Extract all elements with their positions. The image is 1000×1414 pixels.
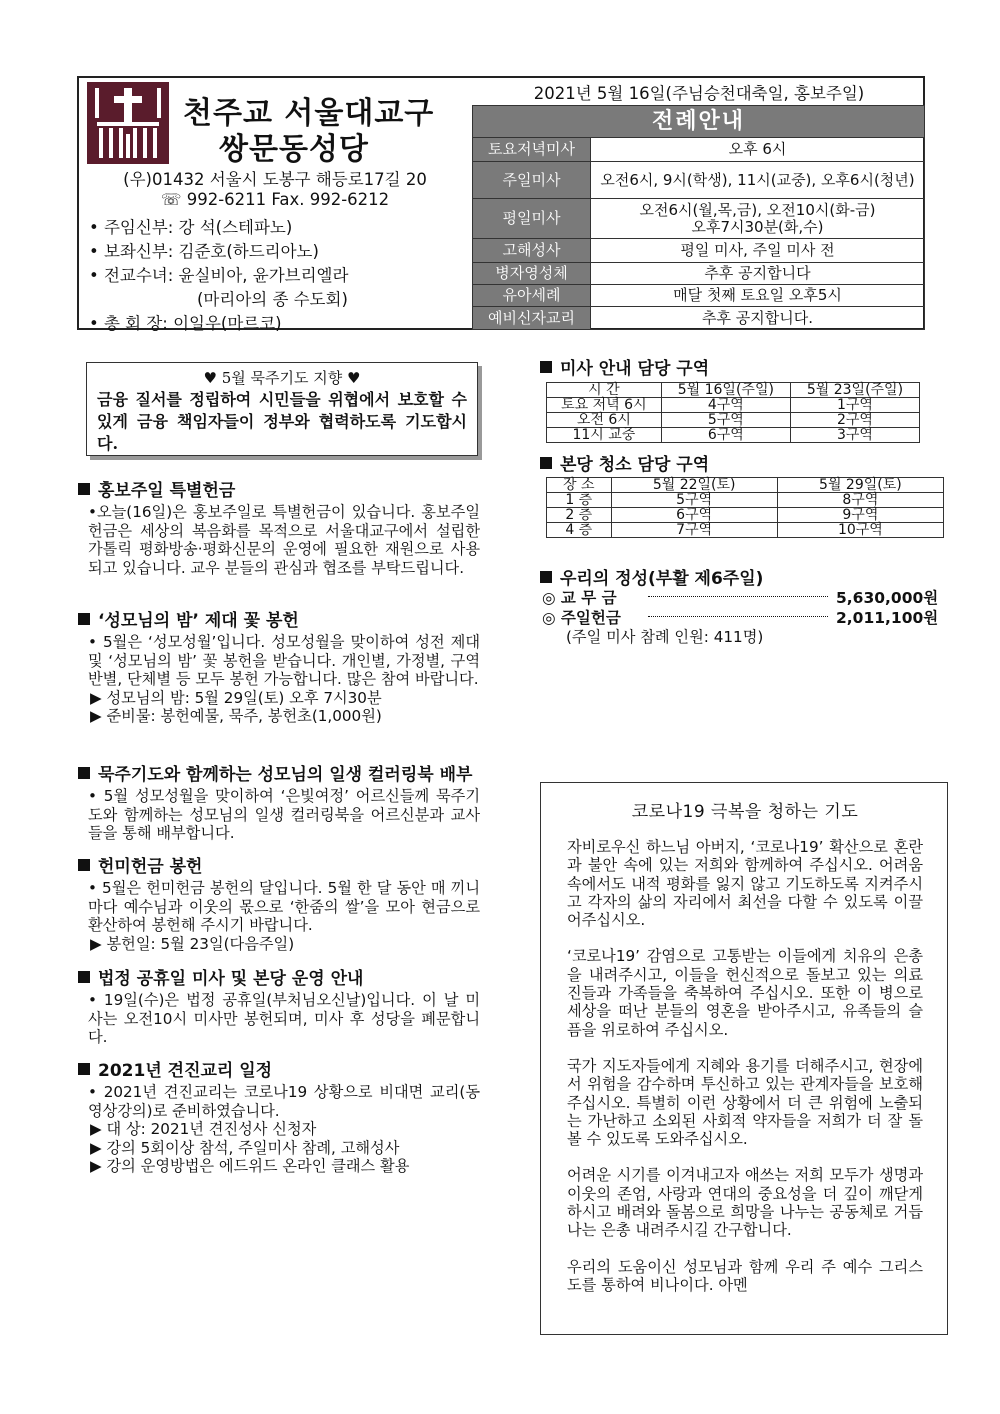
mass-zones-table	[546, 382, 920, 443]
section-title	[540, 354, 950, 379]
square-bullet-icon	[78, 483, 90, 495]
mass-zones-heading	[540, 354, 950, 379]
square-bullet-icon	[78, 971, 90, 983]
liturgy-value: 오전6시, 9시(학생), 11시(교중), 오후6시(청년)	[591, 162, 925, 199]
table-cell: 오전 6시	[547, 413, 662, 428]
staff-sisters-order: (마리아의 종 수도회)	[197, 290, 348, 309]
section-confirmation-class	[78, 1056, 480, 1176]
section-coloring-book	[78, 760, 480, 843]
prayer-paragraph: 국가 지도자들에게 지혜와 용기를 더해주시고, 현장에서 위험을 감수하며 투신하고 있는 관계자들을 보호해주십시오. 특별히 이런 상황에서 더 큰 위험에 노출되는 가난하고 소외된 사회적 약자들을 저희가 더 잘 돌볼 수 있도록 도와주십시오.	[567, 1056, 923, 1149]
weekday-mass-line1: 오전6시(월,목,금), 오전10시(화-금)	[639, 200, 876, 219]
cleaning-zones-table	[546, 477, 944, 538]
section-title-text: 2021년 견진교리 일정	[98, 1061, 273, 1081]
table-cell: 2구역	[790, 413, 919, 428]
table-header: 5월 16일(주일)	[661, 383, 790, 398]
church-logo-icon	[87, 82, 169, 164]
staff-assistant: • 보좌신부: 김준호(하드리아노)	[89, 242, 319, 261]
table-row	[547, 428, 920, 443]
table-cell: 11시 교중	[547, 428, 662, 443]
liturgy-value: 평일 미사, 주일 미사 전	[591, 239, 925, 263]
liturgy-label: 유아세례	[473, 285, 591, 307]
liturgy-table	[472, 105, 925, 330]
table-cell: 4구역	[661, 398, 790, 413]
table-cell: 8구역	[777, 493, 943, 508]
section-title-text: 우리의 정성(부활 제6주일)	[560, 569, 764, 589]
attendance-note: (주일 미사 참례 인원: 411명)	[566, 628, 764, 646]
section-body: • 5월은 ‘성모성월’입니다. 성모성월을 맞이하여 성전 제대 및 ‘성모님의 밤’ 꽃 봉헌을 받습니다. 개인별, 가정별, 구역반별, 단체별 등 모두 봉헌 가능합니다. 많은 참여 바랍니다.	[88, 633, 480, 688]
table-row	[547, 493, 944, 508]
section-title	[78, 964, 480, 989]
square-bullet-icon	[540, 361, 552, 373]
prayer-paragraph: 어려운 시기를 이겨내고자 애쓰는 저희 모두가 생명과 이웃의 존엄, 사랑과 연대의 중요성을 더 깊이 깨닫게 하시고 배려와 돌봄으로 희망을 나누는 공동체로 거듭나는 은총 내려주시길 간구합니다.	[567, 1166, 923, 1240]
intention-title: ♥ 5월 묵주기도 지향 ♥	[203, 369, 361, 387]
prayer-paragraph: 자비로우신 하느님 아버지, ‘코로나19’ 확산으로 혼란과 불안 속에 있는 저희와 함께하여 주십시오. 어려움 속에서도 내적 평화를 잃지 않고 기도하도록 지켜주시고 각자의 삶의 자리에서 최선을 다할 수 있도록 이끌어주십시오.	[567, 838, 923, 930]
square-bullet-icon	[540, 457, 552, 469]
section-bullet: ▶ 봉헌일: 5월 23일(다음주일)	[90, 934, 295, 953]
table-cell: 5구역	[661, 413, 790, 428]
table-cell: 10구역	[777, 523, 943, 538]
square-bullet-icon	[540, 571, 552, 583]
section-bullet: ▶ 강의 5회이상 참석, 주일미사 참례, 고해성사	[90, 1138, 400, 1157]
intention-body: 금융 질서를 정립하여 시민들을 위협에서 보호할 수 있게 금융 책임자들이 정부와 협력하도록 기도합시다.	[97, 390, 467, 453]
section-title	[78, 476, 480, 501]
table-cell: 7구역	[611, 523, 777, 538]
section-bullet: ▶ 성모님의 밤: 5월 29일(토) 오후 7시30분	[90, 688, 382, 707]
table-header: 5월 29일(토)	[777, 478, 943, 493]
liturgy-label: 예비신자교리	[473, 307, 591, 330]
cleaning-zones-heading	[540, 450, 950, 475]
liturgy-label: 병자영성체	[473, 263, 591, 285]
liturgy-value: 오후 6시	[591, 138, 925, 162]
rosary-intention-box	[86, 362, 478, 456]
offering-value: 2,011,100원	[836, 609, 939, 627]
section-flower-offering	[78, 606, 480, 726]
table-cell: 4 층	[547, 523, 612, 538]
table-row	[547, 398, 920, 413]
table-header: 5월 22일(토)	[611, 478, 777, 493]
liturgy-value: 매달 첫째 토요일 오후5시	[591, 285, 925, 307]
section-title-text: 묵주기도와 함께하는 성모님의 일생 컬러링북 배부	[98, 765, 473, 785]
section-title-text: 홍보주일 특별헌금	[98, 481, 236, 501]
section-body: • 5월 성모성월을 맞이하여 ‘은빛여정’ 어르신들께 묵주기도와 함께하는 성모님의 일생 컬러링북을 어르신분과 교사들을 통해 배부합니다.	[88, 787, 480, 842]
parish-name-line2: 쌍문동성당	[219, 132, 369, 167]
section-bullet: ▶ 준비물: 봉헌예물, 묵주, 봉헌초(1,000원)	[90, 707, 382, 725]
table-header: 시 간	[547, 383, 662, 398]
liturgy-label: 고해성사	[473, 239, 591, 263]
staff-sisters: • 전교수녀: 윤실비아, 윤가브리엘라	[89, 266, 349, 285]
section-title-text: 법정 공휴일 미사 및 본당 운영 안내	[98, 969, 364, 989]
section-title	[78, 606, 480, 631]
offering-leader-dots	[648, 606, 828, 617]
prayer-paragraph: ‘코로나19’ 감염으로 고통받는 이들에게 치유의 은총을 내려주시고, 이들을 헌신적으로 돌보고 있는 의료진들과 가족들을 축복하여 주십시오. 또한 이 병으로 세상을 떠난 분들의 영혼을 받아주시고, 유족들의 슬픔을 위로하여 주십시오.	[567, 947, 923, 1039]
section-title-text: ‘성모님의 밤’ 제대 꽃 봉헌	[98, 611, 299, 631]
liturgy-title: 전례안내	[473, 106, 925, 138]
section-title	[540, 450, 950, 475]
section-bullet: ▶ 강의 운영방법은 에드위드 온라인 클래스 활용	[90, 1157, 410, 1175]
section-body: •오늘(16일)은 홍보주일로 특별헌금이 있습니다. 홍보주일 헌금은 세상의 복음화를 목적으로 서울대교구에서 설립한 가톨릭 평화방송·평화신문의 운영에 필요한 재원으로 사용되고 있습니다. 교우 분들의 관심과 협조를 부탁드립니다.	[88, 503, 480, 577]
table-row	[547, 523, 944, 538]
table-cell: 2 층	[547, 508, 612, 523]
offering-value: 5,630,000원	[836, 589, 939, 607]
covid-prayer-box	[540, 782, 948, 1335]
parish-address: (우)01432 서울시 도봉구 해등로17길 20	[123, 170, 427, 189]
table-cell: 1구역	[790, 398, 919, 413]
prayer-paragraph: 우리의 도움이신 성모님과 함께 우리 주 예수 그리스도를 통하여 비나이다. 아멘	[567, 1257, 923, 1294]
liturgy-value: 추후 공지합니다.	[591, 307, 925, 330]
section-publicity-offering	[78, 476, 480, 577]
section-title	[78, 1056, 480, 1081]
bulletin-date: 2021년 5월 16일(주님승천대축일, 홍보주일)	[533, 84, 865, 103]
table-cell: 1 층	[547, 493, 612, 508]
parish-name-line1: 천주교 서울대교구	[183, 96, 435, 131]
section-body: • 19일(수)은 법정 공휴일(부처님오신날)입니다. 이 날 미사는 오전10시 미사만 봉헌되며, 미사 후 성당을 폐문합니다.	[88, 991, 480, 1046]
section-body: • 5월은 헌미헌금 봉헌의 달입니다. 5월 한 달 동안 매 끼니마다 예수님과 이웃의 몫으로 ‘한줌의 쌀’을 모아 현금으로 환산하여 봉헌해 주시기 바랍니다.	[88, 879, 480, 934]
table-cell: 6구역	[661, 428, 790, 443]
section-rice-offering	[78, 852, 480, 953]
table-cell: 6구역	[611, 508, 777, 523]
table-cell: 토요 저녁 6시	[547, 398, 662, 413]
square-bullet-icon	[78, 613, 90, 625]
weekday-mass-line2: 오후7시30분(화,수)	[691, 217, 824, 236]
bulletin-header	[77, 76, 925, 333]
section-holiday-notice	[78, 964, 480, 1047]
table-row	[547, 508, 944, 523]
offering-leader-dots	[648, 586, 828, 597]
table-cell: 3구역	[790, 428, 919, 443]
section-title	[78, 852, 480, 877]
table-cell: 5구역	[611, 493, 777, 508]
liturgy-value	[591, 199, 925, 239]
section-title-text: 헌미헌금 봉헌	[98, 857, 203, 877]
section-title	[78, 760, 480, 785]
staff-pastor: • 주임신부: 강 석(스테파노)	[89, 218, 293, 237]
square-bullet-icon	[78, 767, 90, 779]
liturgy-value: 추후 공지합니다	[591, 263, 925, 285]
section-body: • 2021년 견진교리는 코로나19 상황으로 비대면 교리(동영상강의)로 준비하였습니다.	[88, 1083, 480, 1120]
square-bullet-icon	[78, 859, 90, 871]
section-title-text: 본당 청소 담당 구역	[560, 455, 710, 475]
liturgy-label: 토요저녁미사	[473, 138, 591, 162]
staff-president: • 총 회 장: 이일우(마르코)	[89, 314, 282, 333]
table-cell: 9구역	[777, 508, 943, 523]
section-title-text: 미사 안내 담당 구역	[560, 359, 710, 379]
section-bullet: ▶ 대 상: 2021년 견진성사 신청자	[90, 1120, 317, 1138]
liturgy-label: 주일미사	[473, 162, 591, 199]
table-header: 장 소	[547, 478, 612, 493]
parish-phone: ☏ 992-6211 Fax. 992-6212	[160, 190, 390, 209]
prayer-title: 코로나19 극복을 청하는 기도	[631, 802, 859, 822]
liturgy-label: 평일미사	[473, 199, 591, 239]
offering-label: ◎ 교 무 금	[542, 589, 617, 607]
square-bullet-icon	[78, 1063, 90, 1075]
offering-label: ◎ 주일헌금	[542, 609, 621, 627]
table-row	[547, 413, 920, 428]
table-header: 5월 23일(주일)	[790, 383, 919, 398]
